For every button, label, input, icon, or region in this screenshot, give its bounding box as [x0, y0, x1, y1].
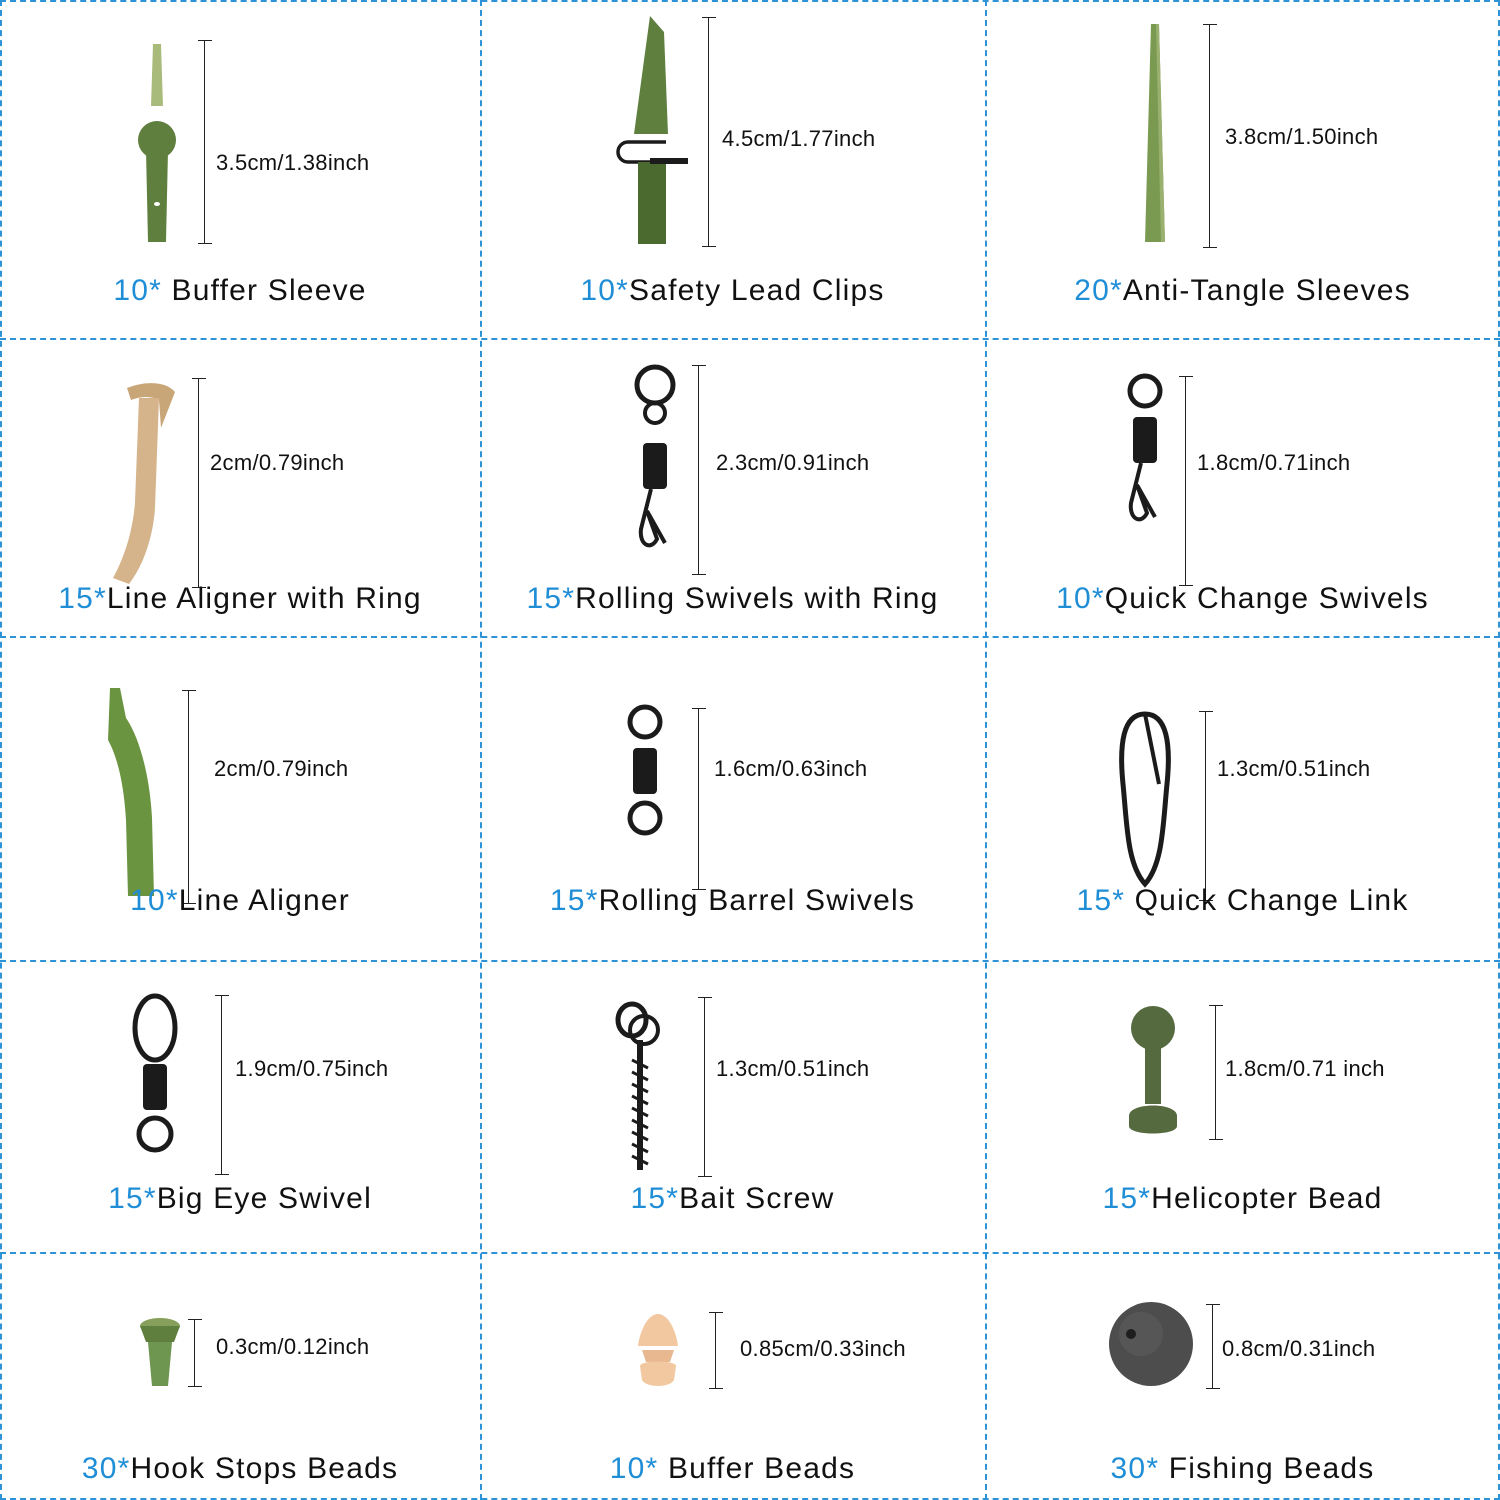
anti-tangle-sleeve-icon	[1135, 22, 1175, 246]
safety-lead-clip-icon	[610, 14, 690, 246]
product-cell	[480, 0, 985, 338]
bait-screw-icon	[610, 1000, 670, 1182]
product-name: Hook Stops Beads	[130, 1452, 399, 1485]
product-caption	[985, 582, 1500, 616]
size-ruler	[182, 690, 196, 904]
product-cell	[985, 1252, 1500, 1500]
quick-change-swivel-icon	[1115, 373, 1175, 585]
big-eye-swivel-icon	[125, 992, 185, 1172]
product-cell	[0, 960, 480, 1252]
size-ruler	[1209, 1005, 1223, 1140]
product-caption	[480, 274, 985, 308]
product-cell	[480, 960, 985, 1252]
size-label: 0.3cm/0.12inch	[216, 1334, 370, 1359]
product-caption	[0, 1182, 480, 1216]
product-cell	[985, 960, 1500, 1252]
grid-divider-horizontal	[0, 636, 1500, 638]
size-label: 2.3cm/0.91inch	[716, 450, 870, 475]
product-caption	[0, 582, 480, 616]
product-cell	[985, 636, 1500, 960]
size-ruler	[198, 40, 212, 244]
size-ruler	[1199, 711, 1213, 901]
buffer-sleeve-icon	[120, 42, 200, 247]
product-name: Bait Screw	[679, 1182, 835, 1215]
quick-change-link-icon	[1105, 708, 1185, 898]
size-label: 1.3cm/0.51inch	[716, 1056, 870, 1081]
product-cell	[480, 1252, 985, 1500]
line-aligner-ring-icon	[105, 378, 185, 588]
product-caption	[480, 1452, 985, 1486]
size-label: 1.6cm/0.63inch	[714, 756, 868, 781]
size-ruler	[702, 17, 716, 247]
product-cell	[480, 338, 985, 636]
product-caption	[0, 884, 480, 918]
product-cell	[480, 636, 985, 960]
product-name: Quick Change Link	[1125, 884, 1409, 917]
size-label: 2cm/0.79inch	[210, 450, 345, 475]
grid-divider-horizontal	[0, 960, 1500, 962]
quantity-label: 15*	[1102, 1182, 1152, 1215]
fishing-bead-icon	[1103, 1300, 1199, 1388]
grid-divider-vertical	[0, 0, 2, 1500]
size-ruler	[692, 708, 706, 890]
product-name: Anti-Tangle Sleeves	[1122, 274, 1411, 307]
product-name: Rolling Barrel Swivels	[598, 884, 916, 917]
size-ruler	[192, 378, 206, 588]
product-name: Rolling Swivels with Ring	[575, 582, 939, 615]
product-caption	[480, 582, 985, 616]
size-ruler	[1203, 24, 1217, 248]
product-caption	[480, 1182, 985, 1216]
product-cell	[985, 338, 1500, 636]
size-label: 1.3cm/0.51inch	[1217, 756, 1371, 781]
product-name: Fishing Beads	[1159, 1452, 1375, 1485]
product-name: Line Aligner with Ring	[106, 582, 422, 615]
grid-divider-horizontal	[0, 0, 1500, 2]
product-caption	[985, 1452, 1500, 1486]
quantity-label: 10*	[580, 274, 630, 307]
product-caption	[985, 274, 1500, 308]
product-caption	[480, 884, 985, 918]
barrel-swivel-icon	[615, 704, 675, 890]
size-label: 1.8cm/0.71 inch	[1225, 1056, 1385, 1081]
size-label: 0.85cm/0.33inch	[740, 1336, 906, 1361]
size-label: 1.9cm/0.75inch	[235, 1056, 389, 1081]
product-name: Buffer Sleeve	[161, 274, 367, 307]
size-ruler	[709, 1312, 723, 1389]
product-cell	[0, 338, 480, 636]
product-cell	[0, 1252, 480, 1500]
product-name: Buffer Beads	[658, 1452, 856, 1485]
product-name: Helicopter Bead	[1151, 1182, 1383, 1215]
quantity-label: 15*	[108, 1182, 157, 1215]
product-caption	[985, 1182, 1500, 1216]
quantity-label: 30*	[81, 1452, 131, 1485]
size-ruler	[1179, 376, 1193, 586]
product-name: Line Aligner	[178, 884, 350, 917]
size-label: 3.8cm/1.50inch	[1225, 124, 1379, 149]
quantity-label: 10*	[130, 884, 179, 917]
product-cell	[0, 0, 480, 338]
quantity-label: 15*	[630, 1182, 680, 1215]
product-name: Big Eye Swivel	[156, 1182, 372, 1215]
grid-divider-vertical	[985, 0, 987, 1500]
quantity-label: 15*	[549, 884, 599, 917]
size-label: 2cm/0.79inch	[214, 756, 349, 781]
rolling-swivel-ring-icon	[625, 363, 685, 573]
quantity-label: 10*	[1056, 582, 1105, 615]
size-ruler	[188, 1319, 202, 1387]
quantity-label: 10*	[609, 1452, 659, 1485]
size-label: 4.5cm/1.77inch	[722, 126, 876, 151]
product-cell	[0, 636, 480, 960]
hook-stop-bead-icon	[130, 1312, 190, 1392]
quantity-label: 15*	[58, 582, 107, 615]
quantity-label: 30*	[1110, 1452, 1160, 1485]
size-ruler	[1206, 1304, 1220, 1389]
quantity-label: 20*	[1074, 274, 1123, 307]
size-label: 3.5cm/1.38inch	[216, 150, 370, 175]
product-caption	[0, 1452, 480, 1486]
line-aligner-icon	[100, 686, 170, 900]
size-label: 1.8cm/0.71inch	[1197, 450, 1351, 475]
grid-divider-horizontal	[0, 1252, 1500, 1254]
product-name: Safety Lead Clips	[629, 274, 885, 307]
product-name: Quick Change Swivels	[1104, 582, 1429, 615]
product-caption	[0, 274, 480, 308]
product-caption	[985, 884, 1500, 918]
size-ruler	[692, 365, 706, 575]
quantity-label: 10*	[113, 274, 162, 307]
product-cell	[985, 0, 1500, 338]
grid-divider-horizontal	[0, 338, 1500, 340]
helicopter-bead-icon	[1123, 1004, 1183, 1144]
size-label: 0.8cm/0.31inch	[1222, 1336, 1376, 1361]
buffer-bead-icon	[628, 1310, 688, 1390]
quantity-label: 15*	[526, 582, 576, 615]
size-ruler	[698, 997, 712, 1177]
grid-divider-vertical	[480, 0, 482, 1500]
size-ruler	[215, 995, 229, 1175]
quantity-label: 15*	[1076, 884, 1126, 917]
